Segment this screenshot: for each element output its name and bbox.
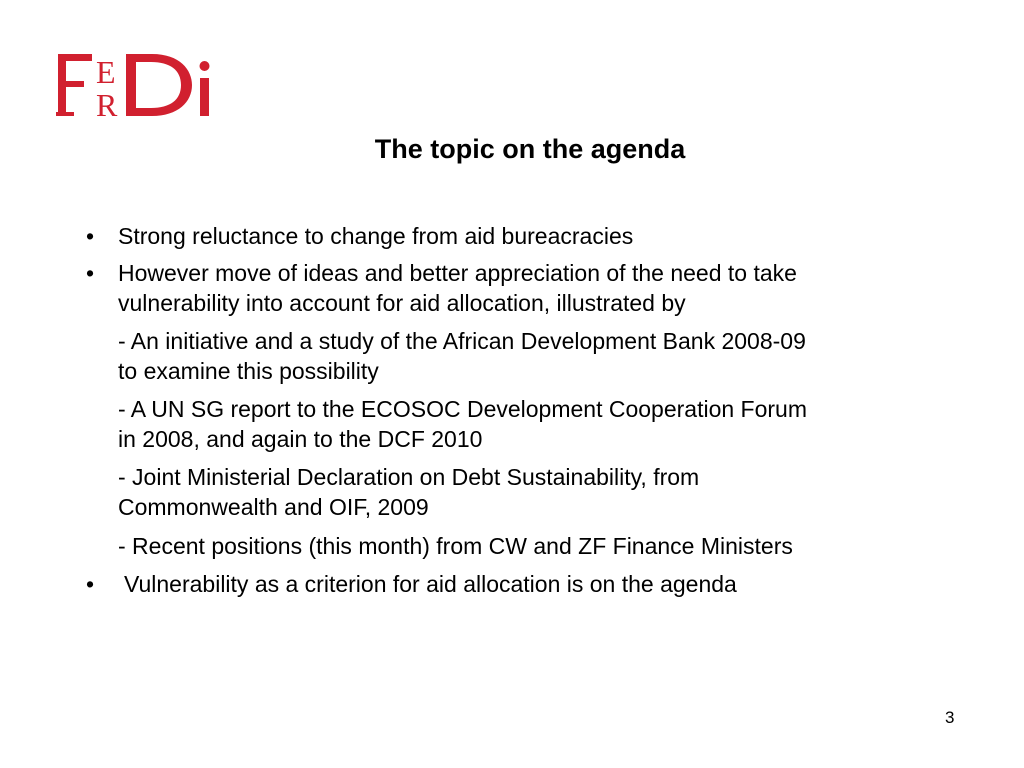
sub-item-text: in 2008, and again to the DCF 2010 [118,426,483,452]
page-number: 3 [945,708,955,727]
ferdi-logo [56,50,226,124]
sub-item-text: - Recent positions (this month) from CW and ZF Finance Ministers [118,533,793,559]
bullet-text: Vulnerability as a criterion for aid allocation is on the agenda [124,571,737,597]
sub-item-text: Commonwealth and OIF, 2009 [118,494,429,520]
sub-item-text: - Joint Ministerial Declaration on Debt Sustainability, from [118,464,700,490]
bullet-marker: • [86,223,95,249]
bullet-marker: • [86,260,95,286]
svg-text:E: E [96,54,116,90]
bullet-text: Strong reluctance to change from aid bureacracies [118,223,634,249]
slide-title: The topic on the agenda [374,134,686,164]
bullet-text: vulnerability into account for aid allocation, illustrated by [118,290,686,316]
sub-item-text: to examine this possibility [118,358,379,384]
sub-item-text: - A UN SG report to the ECOSOC Development Cooperation Forum [118,396,808,422]
bullet-marker: • [86,571,95,597]
sub-item-text: - An initiative and a study of the African Development Bank 2008-09 [118,328,806,354]
svg-text:R: R [96,87,118,123]
bullet-text: However move of ideas and better appreciation of the need to take [118,260,797,286]
ferdi-logo-lettering [56,54,210,123]
